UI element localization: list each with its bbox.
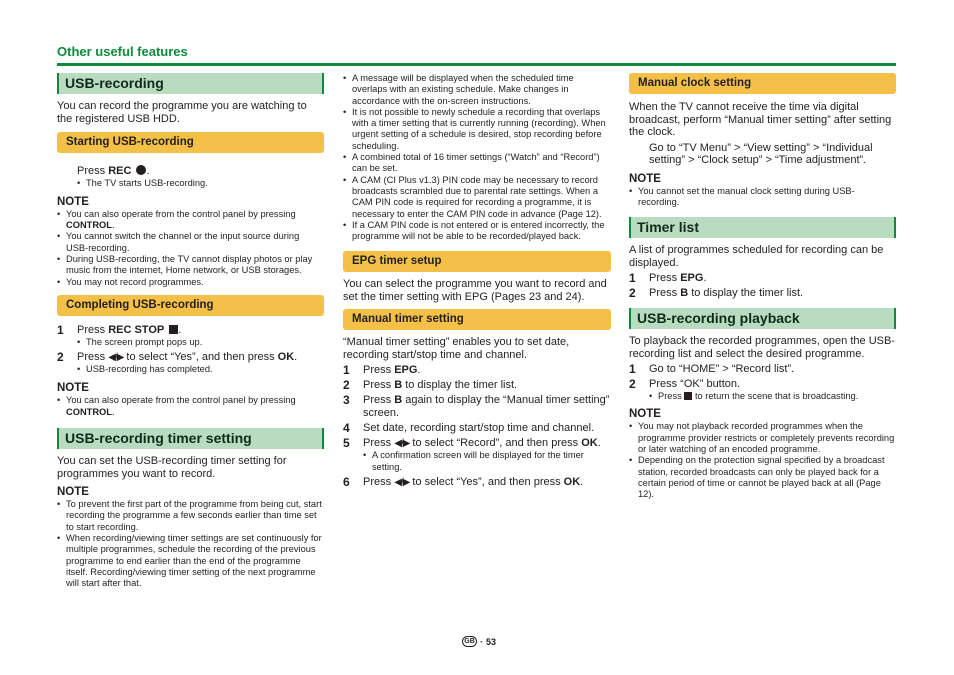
playback-step-2: 2 Press “OK” button. [629, 377, 741, 392]
press-label: Press [77, 165, 106, 177]
note-item: • Depending on the protection signal specified by a broadcast station, recorded broadcasts can only be played back for a certain period of time or cannot be played back at all (Page 12). [629, 455, 896, 500]
timer-bullet-continued: • If a CAM PIN code is not entered or is entered incorrectly, the programme will not be able to be recorded/played back. [343, 220, 611, 243]
manual-step-5-sub: • A confirmation screen will be displayed for the timer setting. [343, 450, 611, 473]
playback-step-2-sub: • Press to return the scene that is broadcasting. [629, 391, 896, 402]
note-item: • To prevent the first part of the programme from being cut, start recording the programme a few seconds earlier than time set to start recording. [57, 499, 324, 533]
note-heading: NOTE [57, 486, 89, 499]
left-right-arrow-icon: ◀/▶ [108, 352, 124, 364]
column-1 [57, 73, 324, 589]
column-3 [629, 73, 896, 500]
note-heading: NOTE [629, 408, 661, 421]
timer-list-intro: A list of programmes scheduled for recording can be displayed. [629, 244, 884, 269]
page-number: 53 [486, 636, 497, 647]
heading-usb-recording-playback: USB-recording playback [629, 308, 896, 329]
starting-press-rec: Press REC . [77, 165, 150, 177]
rec-button-icon [136, 165, 146, 175]
playback-intro: To playback the recorded programmes, open the USB-recording list and select the desired programme. [629, 335, 895, 360]
stop-button-icon [169, 325, 178, 334]
timer-setting-intro: You can set the USB-recording timer setting for programmes you want to record. [57, 455, 287, 480]
epg-text: You can select the programme you want to record and set the timer setting with EPG (Pages 23 and 24). [343, 278, 607, 303]
note-heading: NOTE [57, 195, 89, 208]
completing-step-1-sub: • The screen prompt pops up. [57, 337, 324, 348]
note-item: • During USB-recording, the TV cannot display photos or play music from the internet, Home network, or USB storages. [57, 254, 324, 277]
timer-list-step-2: 2 Press B to display the timer list. [629, 286, 804, 301]
page-number-separator: · [480, 636, 483, 647]
left-right-arrow-icon: ◀/▶ [394, 438, 410, 450]
manual-step-2: 2 Press B to display the timer list. [343, 378, 518, 393]
timer-bullet: • It is not possible to newly schedule a recording that overlaps with a timer setting that is currently running (recording). When urgent setting of a schedule is desired, stop recording before scheduling. [343, 107, 611, 152]
manual-step-6: 6 Press ◀/▶ to select “Yes”, and then press OK. [343, 475, 584, 490]
heading-epg-timer-setup: EPG timer setup [343, 251, 611, 272]
timer-bullet: • A combined total of 16 timer settings (“Watch” and “Record”) can be set. [343, 152, 611, 175]
note-heading: NOTE [57, 382, 89, 395]
note-item: • You can also operate from the control panel by pressing CONTROL. [57, 209, 324, 232]
stop-button-icon [684, 392, 692, 400]
note-item: • When recording/viewing timer settings are set continuously for multiple programmes, schedule the recording of the previous programme to end earlier than the end of the programme itself. Recording/viewing timer setting of the next programme will start after that. [57, 533, 324, 589]
heading-starting-usb-recording: Starting USB-recording [57, 132, 324, 153]
manual-clock-intro: When the TV cannot receive the time via digital broadcast, perform “Manual timer setting” after setting the clock. [629, 101, 892, 138]
manual-clock-path: Go to “TV Menu” > “View setting” > “Individual setting” > “Clock setup” > “Time adjustment”. [649, 141, 873, 166]
manual-step-3: 3 Press B again to display the “Manual timer setting” screen. [343, 393, 610, 420]
header-divider [57, 63, 896, 66]
playback-step-1: 1 Go to “HOME” > “Record list”. [629, 362, 795, 377]
timer-list-step-1: 1 Press EPG. [629, 271, 707, 286]
heading-usb-recording: USB-recording [57, 73, 324, 94]
note-item: • You cannot switch the channel or the input source during USB-recording. [57, 231, 324, 254]
completing-step-2-sub: • USB-recording has completed. [57, 364, 324, 375]
heading-timer-list: Timer list [629, 217, 896, 238]
column-2 [343, 73, 611, 489]
note-item: • You may not record programmes. [57, 277, 324, 288]
manual-step-5: 5 Press ◀/▶ to select “Record”, and then press OK. [343, 436, 601, 451]
manual-step-1: 1 Press EPG. [343, 363, 421, 378]
left-right-arrow-icon: ◀/▶ [394, 477, 410, 489]
completing-step-1: 1 Press REC STOP . [57, 322, 182, 337]
timer-bullet: • A message will be displayed when the scheduled time overlaps with an existing schedule. Make changes in accordance with the on-screen instructions. [343, 73, 611, 107]
heading-manual-timer-setting: Manual timer setting [343, 309, 611, 330]
note-item: • You cannot set the manual clock setting during USB-recording. [629, 186, 896, 209]
heading-usb-recording-timer-setting: USB-recording timer setting [57, 428, 324, 449]
completing-step-2: 2 Press ◀/▶ to select “Yes”, and then press OK. [57, 350, 298, 365]
manual-step-4: 4 Set date, recording start/stop time and channel. [343, 421, 595, 436]
section-header: Other useful features [57, 44, 188, 59]
rec-key: REC [108, 165, 132, 177]
region-gb-icon: GB [462, 636, 477, 647]
page-footer [462, 636, 496, 647]
starting-sub-bullet: • The TV starts USB-recording. [57, 178, 324, 189]
manual-timer-intro: “Manual timer setting” enables you to set date, recording start/stop time and channel. [343, 336, 570, 361]
note-item: • You may not playback recorded programmes when the programme provider restricts or completely prevents recording or later watching of an encoded programme. [629, 421, 896, 455]
note-heading: NOTE [629, 172, 661, 185]
note-item: • You can also operate from the control panel by pressing CONTROL. [57, 395, 324, 418]
usb-recording-intro: You can record the programme you are watching to the registered USB HDD. [57, 100, 307, 125]
heading-completing-usb-recording: Completing USB-recording [57, 295, 324, 316]
heading-manual-clock-setting: Manual clock setting [629, 73, 896, 94]
timer-bullet: • A CAM (CI Plus v1.3) PIN code may be necessary to record broadcasts scrambled due to parental rate settings. When a CAM PIN code is required for recording a programme, it is necessary to enter the CAM PIN code in advance (Page 12). [343, 175, 611, 220]
